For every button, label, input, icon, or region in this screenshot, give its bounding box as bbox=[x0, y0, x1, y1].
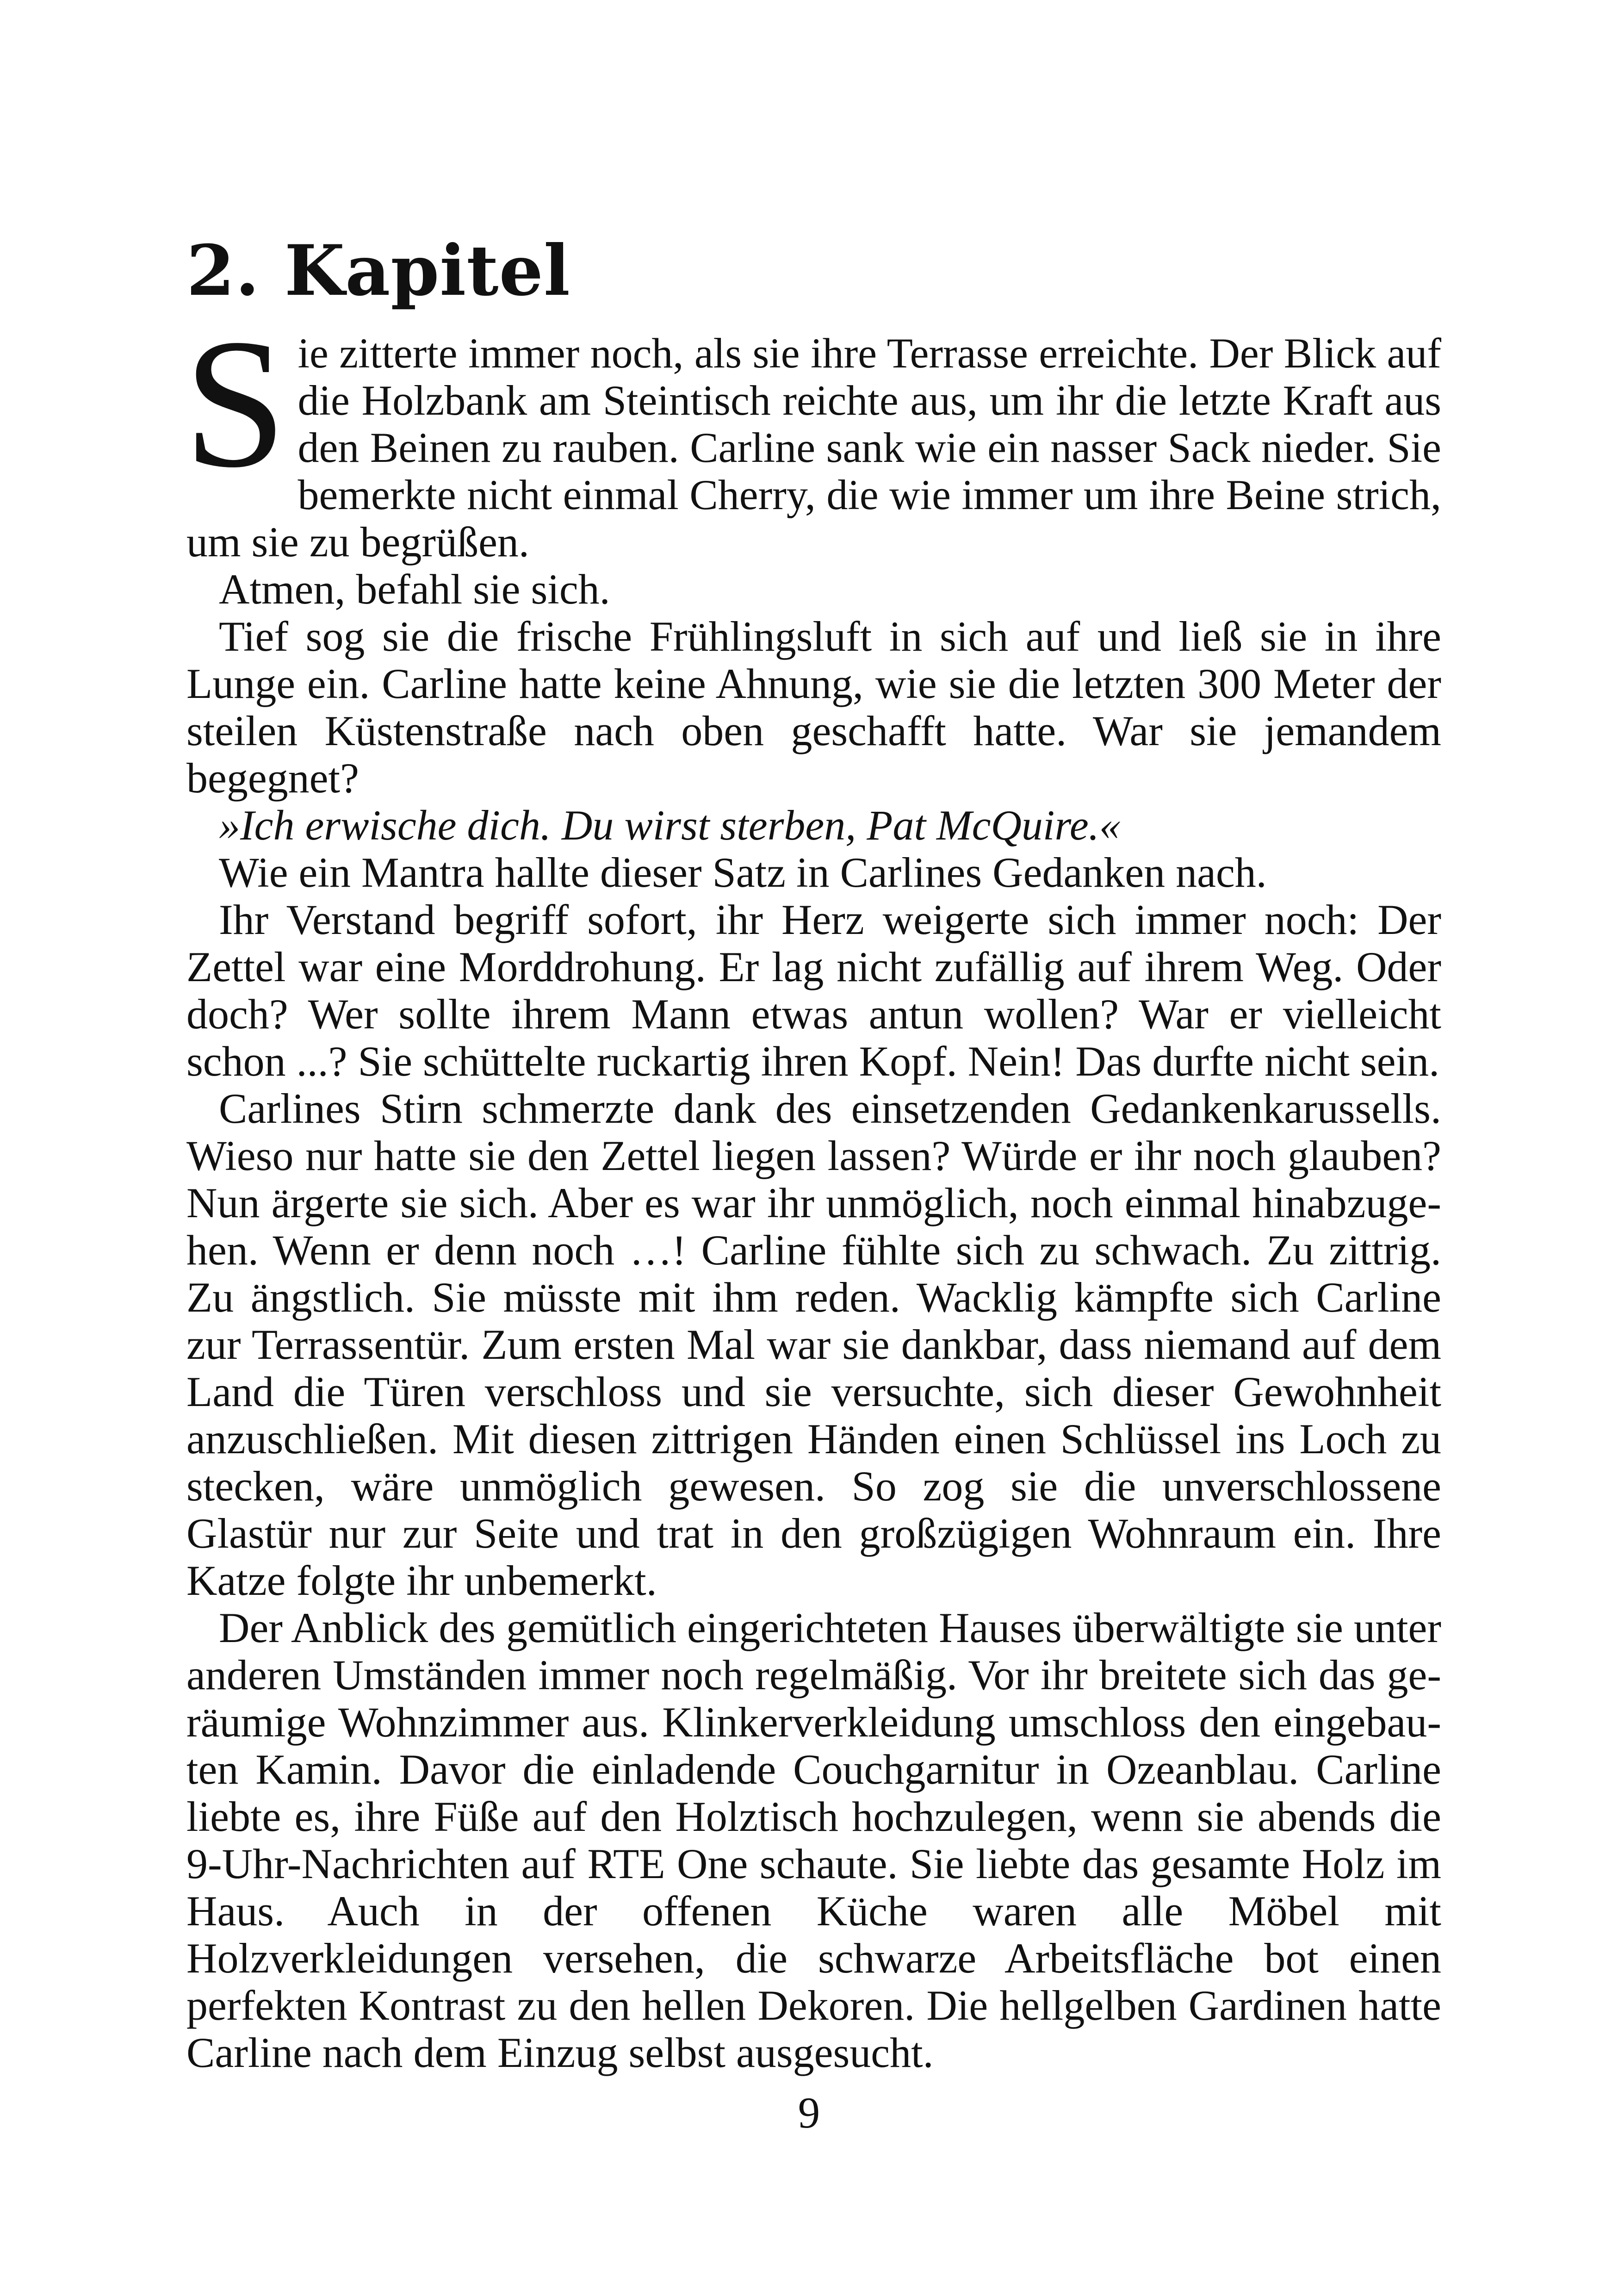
page-number: 9 bbox=[798, 2088, 820, 2137]
paragraph-3: Tief sog sie die frische Frühlingsluft in sich auf und ließ sie in ihre Lunge ein. Carline hatte keine Ahnung, wie sie die letzten 300 Meter der steilen Küstenstraße nach oben geschafft hatte. War sie jemandem begegnet? bbox=[186, 613, 1441, 802]
paragraph-1-text: ie zitterte immer noch, als sie ihre Terrasse erreichte. Der Blick auf die Holzbank am Steintisch reichte aus, um ihr die letzte Kraft aus den Beinen zu rauben. Carline sank wie ein nasser Sack nieder. Sie bemerkte nicht einmal Cherry, die wie immer um ihre Beine strich, um sie zu begrüßen. bbox=[186, 330, 1441, 566]
paragraph-5: Wie ein Mantra hallte dieser Satz in Carlines Gedanken nach. bbox=[219, 849, 1267, 896]
paragraph-2: Atmen, befahl sie sich. bbox=[219, 566, 610, 613]
paragraph-1 bbox=[184, 301, 1441, 566]
paragraph-8: Der Anblick des gemütlich eingerichteten Hauses überwältigte sie unter anderen Umständen immer noch regelmäßig. Vor ihr breitete sich das geräumige Wohnzimmer aus. Klinkerverkleidung umschloss den eingebauten Kamin. Davor die einladende Couchgarnitur in Ozeanblau. Carline liebte es, ihre Füße auf den Holztisch hochzulegen, wenn sie abends die 9-Uhr-Nachrichten auf RTE One schaute. Sie liebte das gesamte Holz im Haus. Auch in der offenen Küche waren alle Möbel mit Holzverkleidungen versehen, die schwarze Arbeitsfläche bot einen perfekten Kontrast zu den hellen Dekoren. Die hellgelben Gardinen hatte Carline nach dem Einzug selbst ausgesucht. bbox=[186, 1604, 1441, 2076]
drop-cap: S bbox=[184, 301, 287, 506]
paragraph-6: Ihr Verstand begriff sofort, ihr Herz weigerte sich immer noch: Der Zettel war eine Morddrohung. Er lag nicht zufällig auf ihrem Weg. Oder doch? Wer sollte ihrem Mann etwas antun wollen? War er vielleicht schon ...? Sie schüttelte ruckartig ihren Kopf. Nein! Das durfte nicht sein. bbox=[186, 896, 1441, 1085]
body-text bbox=[184, 301, 1441, 2076]
paragraph-7: Carlines Stirn schmerzte dank des einsetzenden Gedankenkarussells. Wieso nur hatte sie den Zettel liegen lassen? Würde er ihr noch glauben? Nun ärgerte sie sich. Aber es war ihr unmöglich, noch einmal hinabzugehen. Wenn er denn noch …! Carline fühlte sich zu schwach. Zu zittrig. Zu ängstlich. Sie müsste mit ihm reden. Wacklig kämpfte sich Carline zur Terrassentür. Zum ersten Mal war sie dankbar, dass niemand auf dem Land die Türen verschloss und sie versuchte, sich dieser Gewohnheit anzuschließen. Mit diesen zittrigen Händen einen Schlüssel ins Loch zu stecken, wäre unmöglich gewesen. So zog sie die unverschlossene Glastür nur zur Seite und trat in den großzügigen Wohnraum ein. Ihre Katze folgte ihr unbemerkt. bbox=[186, 1085, 1441, 1604]
chapter-title: 2. Kapitel bbox=[186, 230, 570, 311]
threat-quote: »Ich erwische dich. Du wirst sterben, Pat McQuire.« bbox=[219, 802, 1121, 849]
